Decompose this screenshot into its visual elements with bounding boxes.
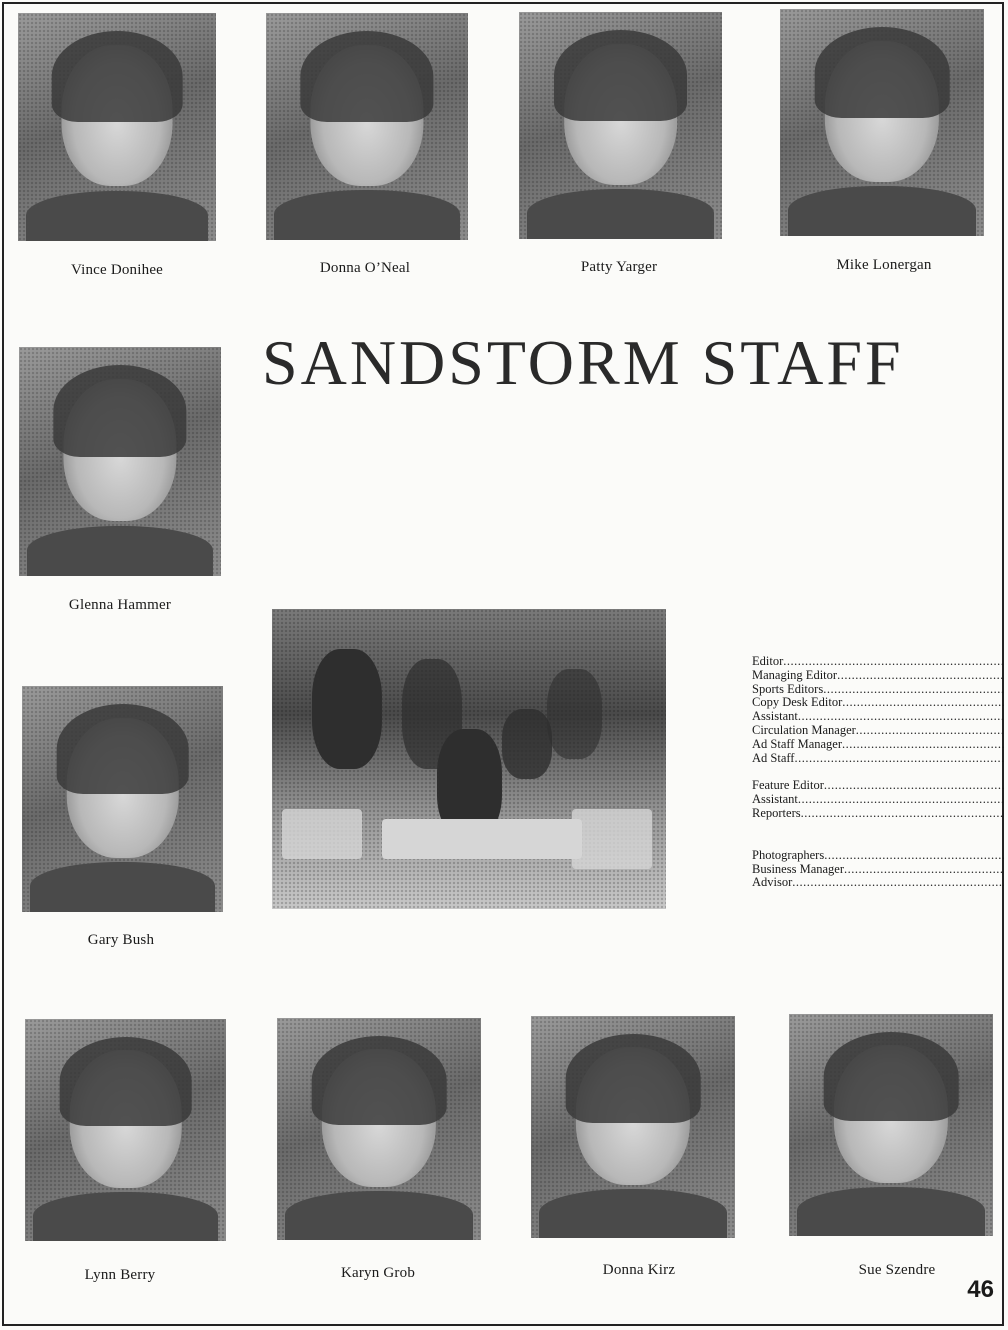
hair-shape [53, 365, 186, 457]
staff-group-photo [272, 609, 666, 909]
hair-shape [815, 27, 950, 118]
roster-position: Photographers ..... [752, 849, 1004, 863]
portrait-photo [18, 13, 216, 241]
hair-shape [52, 31, 183, 122]
hair-shape [554, 30, 688, 121]
shoulders-shape [539, 1189, 727, 1238]
shoulders-shape [26, 191, 208, 241]
portrait-name: Donna Kirz [602, 1262, 676, 1278]
portrait-photo [19, 347, 221, 576]
page-title: SANDSTORM STAFF [262, 327, 904, 398]
portrait-name: Karyn Grob [340, 1265, 416, 1281]
shoulders-shape [788, 186, 976, 236]
portrait-photo [780, 9, 984, 236]
photo-desk [572, 809, 652, 869]
portrait-photo [519, 12, 722, 239]
portrait-name: Gary Bush [87, 932, 155, 948]
portrait-name: Lynn Berry [84, 1267, 156, 1283]
portrait-photo [789, 1014, 993, 1236]
roster-position: Circulation Manager ..... [752, 724, 1004, 738]
roster-position: Business Manager ..... [752, 863, 1004, 877]
roster-position: Editor ..... [752, 655, 1004, 669]
portrait-name: Vince Donihee [70, 262, 164, 278]
hair-shape [59, 1037, 192, 1126]
portrait-name: Mike Lonergan [836, 257, 932, 273]
portrait-photo [25, 1019, 226, 1241]
staff-roster [752, 655, 1004, 890]
portrait-name: Patty Yarger [580, 259, 658, 275]
roster-position: Copy Desk Editor ..... [752, 696, 1004, 710]
page-number: 46 [967, 1276, 994, 1303]
shoulders-shape [527, 189, 714, 239]
portrait-name: Sue Szendre [858, 1262, 936, 1278]
photo-figure [502, 709, 552, 779]
roster-position: Sports Editors ..... [752, 683, 1004, 697]
shoulders-shape [30, 862, 215, 912]
photo-figure [312, 649, 382, 769]
roster-position: Assistant ..... [752, 793, 1004, 807]
portrait-name: Donna O’Neal [319, 260, 411, 276]
portrait-name: Glenna Hammer [68, 597, 172, 613]
roster-position: Assistant ..... [752, 710, 1004, 724]
photo-figure [547, 669, 602, 759]
shoulders-shape [274, 190, 460, 240]
hair-shape [312, 1036, 447, 1125]
hair-shape [300, 31, 433, 122]
shoulders-shape [285, 1191, 473, 1240]
roster-gap [752, 821, 1004, 849]
hair-shape [824, 1032, 959, 1121]
portrait-photo [266, 13, 468, 240]
roster-position: Managing Editor ..... [752, 669, 1004, 683]
roster-position: Advisor ..... [752, 876, 1004, 890]
portrait-photo [531, 1016, 735, 1238]
photo-desk [282, 809, 362, 859]
roster-position: Ad Staff Manager ..... [752, 738, 1004, 752]
roster-gap [752, 765, 1004, 779]
roster-position: Reporters ..... [752, 807, 1004, 821]
shoulders-shape [33, 1192, 218, 1241]
hair-shape [566, 1034, 701, 1123]
roster-position: Ad Staff ..... [752, 752, 1004, 766]
roster-position: Feature Editor ..... [752, 779, 1004, 793]
shoulders-shape [797, 1187, 985, 1236]
portrait-photo [277, 1018, 481, 1240]
shoulders-shape [27, 526, 213, 576]
hair-shape [56, 704, 189, 794]
portrait-photo [22, 686, 223, 912]
photo-desk [382, 819, 582, 859]
